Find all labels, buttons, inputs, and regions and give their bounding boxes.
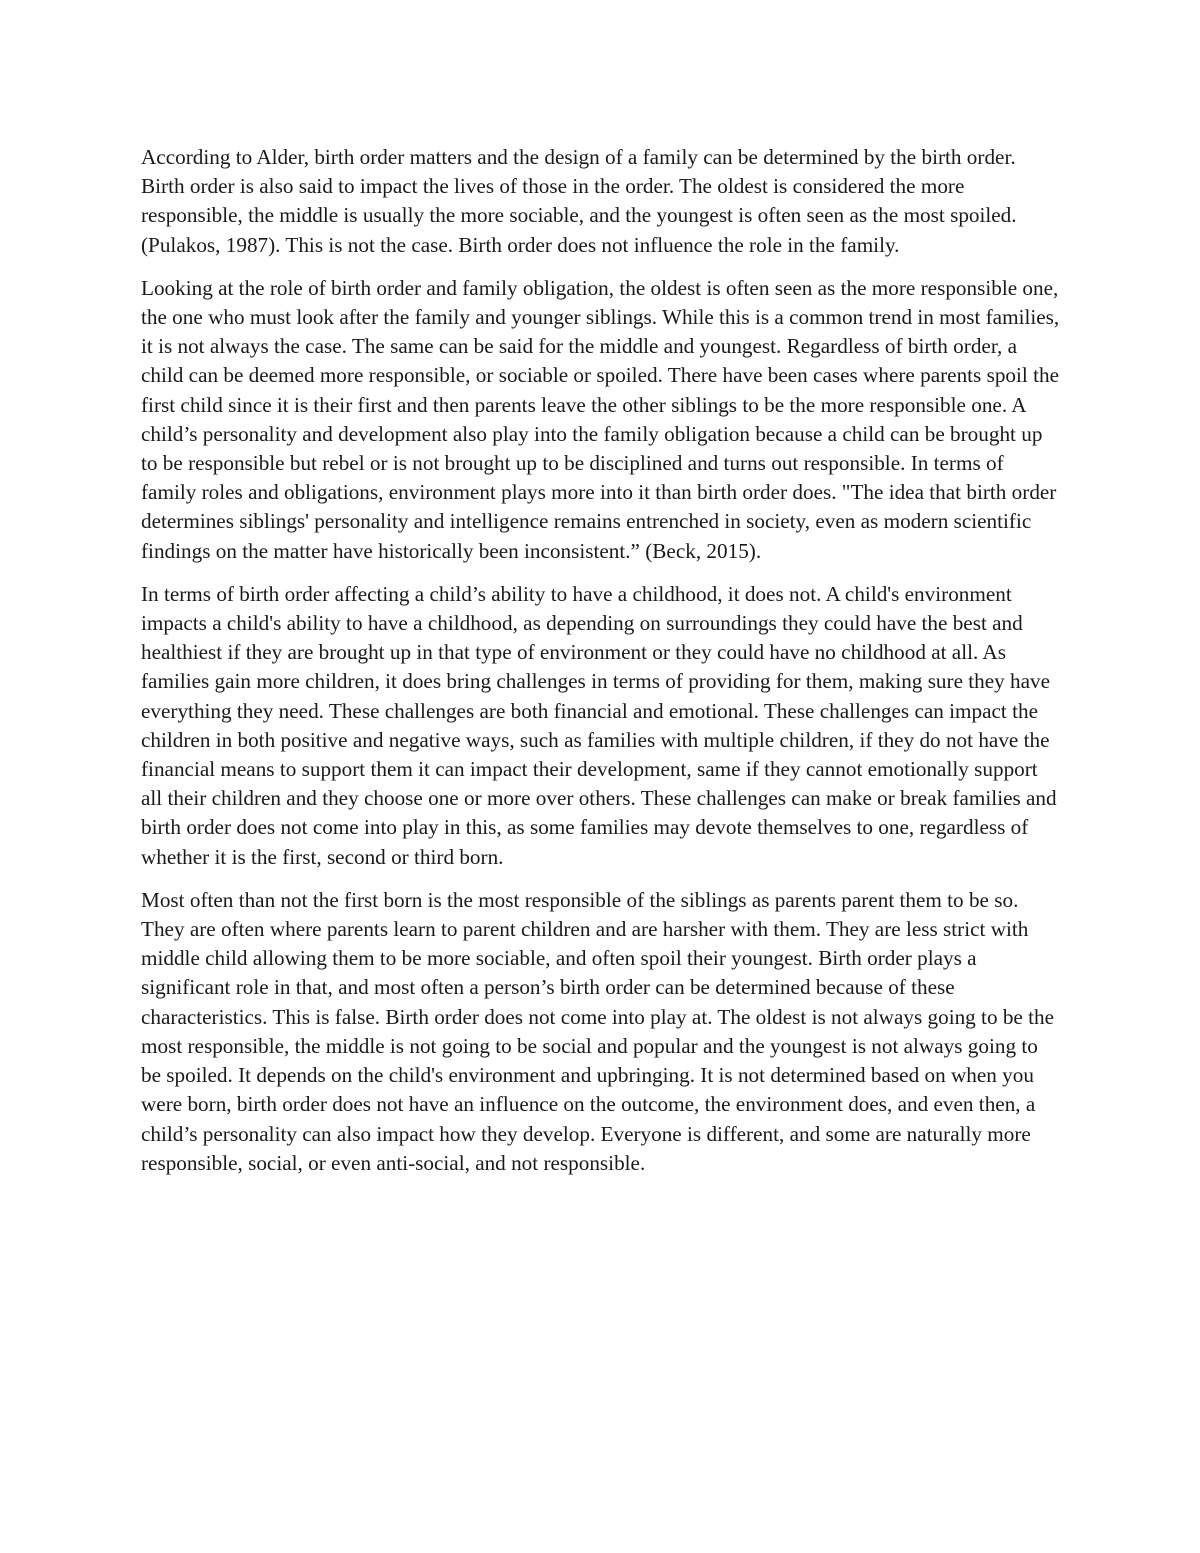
paragraph-4: Most often than not the first born is the most responsible of the siblings as parents parent them to be so. They are often where parents learn to parent children and are harsher with them. They are less strict with middle child allowing them to be more sociable, and often spoil their youngest. Birth order plays a significant role in that, and most often a person’s birth order can be determined because of these characteristics. This is false. Birth order does not come into play at. The oldest is not always going to be the most responsible, the middle is not going to be social and popular and the youngest is not always going to be spoiled. It depends on the child's environment and upbringing. It is not determined based on when you were born, birth order does not have an influence on the outcome, the environment does, and even then, a child’s personality can also impact how they develop. Everyone is different, and some are naturally more responsible, social, or even anti-social, and not responsible.: [141, 887, 1055, 1175]
document-body: [141, 143, 1061, 1192]
paragraph-1: According to Alder, birth order matters and the design of a family can be determined by the birth order. Birth order is also said to impact the lives of those in the order. The oldest is considered the more responsible, the middle is usually the more sociable, and the youngest is often seen as the most spoiled. (Pulakos, 1987). This is not the case. Birth order does not influence the role in the family.: [141, 145, 1017, 257]
paragraph-2: Looking at the role of birth order and family obligation, the oldest is often seen as the more responsible one, the one who must look after the family and younger siblings. While this is a common trend in most families, it is not always the case. The same can be said for the middle and youngest. Regardless of birth order, a child can be deemed more responsible, or sociable or spoiled. There have been cases where parents spoil the first child since it is their first and then parents leave the other siblings to be the more responsible one. A child’s personality and development also play into the family obligation because a child can be brought up to be responsible but rebel or is not brought up to be disciplined and turns out responsible. In terms of family roles and obligations, environment plays more into it than birth order does. "The idea that birth order determines siblings' personality and intelligence remains entrenched in society, even as modern scientific findings on the matter have historically been inconsistent.” (Beck, 2015).: [141, 275, 1060, 563]
paragraph-3: In terms of birth order affecting a child’s ability to have a childhood, it does not. A child's environment impacts a child's ability to have a childhood, as depending on surroundings they could have the best and healthiest if they are brought up in that type of environment or they could have no childhood at all. As families gain more children, it does bring challenges in terms of providing for them, making sure they have everything they need. These challenges are both financial and emotional. These challenges can impact the children in both positive and negative ways, such as families with multiple children, if they do not have the financial means to support them it can impact their development, same if they cannot emotionally support all their children and they choose one or more over others. These challenges can make or break families and birth order does not come into play in this, as some families may devote themselves to one, regardless of whether it is the first, second or third born.: [141, 581, 1057, 869]
